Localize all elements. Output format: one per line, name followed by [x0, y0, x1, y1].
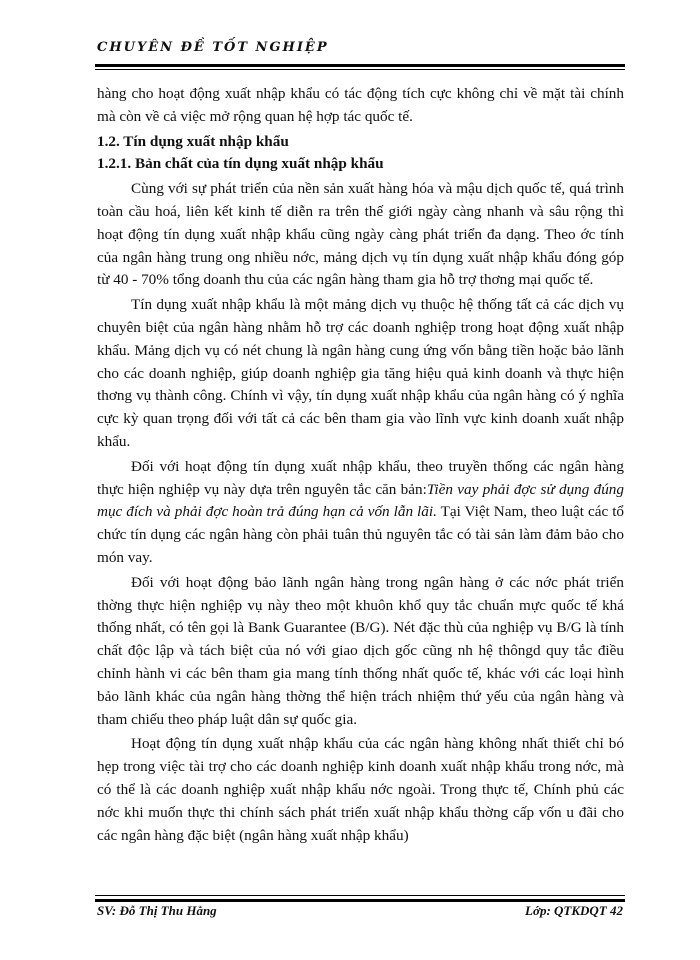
- subsection-heading: 1.2.1. Bản chất của tín dụng xuất nhập khẩu: [97, 155, 384, 173]
- paragraph-5: Hoạt động tín dụng xuất nhập khẩu của các ngân hàng không nhất thiết chỉ bó hẹp trong việc tài trợ cho các doanh nghiệp kinh doanh xuất nhập khẩu trong nớc, mà có thể là các doanh nghiệp xuất nhập khẩu nớc ngoài. Trong thực tế, Chính phủ các nớc khi muốn thực thi chính sách phát triển xuất nhập khẩu thờng cấp vốn u đãi cho các ngân hàng đặc biệt (ngân hàng xuất nhập khẩu): [97, 735, 624, 844]
- paragraph-3: [97, 456, 624, 570]
- footer-class: Lớp: QTKDQT 42: [525, 903, 623, 918]
- paragraph-4: Đối với hoạt động bảo lãnh ngân hàng trong ngân hàng ở các nớc phát triển thờng thực hiện nghiệp vụ này theo một khuôn khổ quy tắc chuẩn mực quốc tế khá thống nhất, có tên gọi là Bank Guarantee (B/G). Nét đặc thù của nghiệp vụ B/G là tính chất độc lập và tách biệt của nó với giao dịch gốc cũng nh hệ thôngd quy tắc điều chỉnh hành vi các bên tham gia mang tính thống nhất quốc tế, khác với các loại hình bảo lãnh khác của ngân hàng thờng thể hiện trách nhiệm thứ yếu của ngân hàng và tham chiếu theo pháp luật dân sự quốc gia.: [97, 573, 624, 728]
- intro-paragraph: hàng cho hoạt động xuất nhập khẩu có tác động tích cực không chỉ về mặt tài chính mà còn về cả việc mở rộng quan hệ hợp tác quốc tế.: [97, 85, 624, 125]
- paragraph-3-tail: Tại Việt Nam, theo luật các tổ chức tín dụng các ngân hàng còn phải tuân thủ nguyên tắc có tài sản làm đảm bảo cho món vay.: [97, 503, 625, 566]
- header-rule-thin: [95, 69, 625, 70]
- document-body: [97, 83, 624, 847]
- footer-author: SV: Đỗ Thị Thu Hằng: [97, 903, 217, 918]
- footer-rule-thin: [95, 895, 625, 896]
- paragraph-3-principle: Tiền vay phải đợc sử dụng đúng mục đích và phải đợc hoàn trả đúng hạn cả vốn lẫn lãi.: [97, 480, 624, 521]
- paragraph-3-lead: Đối với hoạt động tín dụng xuất nhập khẩu, theo truyền thống các ngân hàng thực hiện nghiệp vụ này dựa trên nguyên tắc căn bản:: [97, 457, 624, 498]
- paragraph-2: Tín dụng xuất nhập khẩu là một mảng dịch vụ thuộc hệ thống tất cả các dịch vụ chuyên biệt của ngân hàng nhằm hỗ trợ các doanh nghiệp trong hoạt động xuất nhập khẩu. Mảng dịch vụ có nét chung là ngân hàng cung ứng vốn bằng tiền hoặc bảo lãnh cho các doanh nghiệp, giúp doanh nghiệp gia tăng hiệu quả kinh doanh và thực hiện thơng vụ thành công. Chính vì vậy, tín dụng xuất nhập khẩu của ngân hàng có ý nghĩa cực kỳ quan trọng đối với tất cả các bên tham gia vào lĩnh vực kinh doanh xuất nhập khẩu.: [97, 296, 624, 450]
- section-heading: 1.2. Tín dụng xuất nhập khẩu: [97, 132, 289, 150]
- page-header-title: CHUYÊN ĐỀ TỐT NGHIỆP: [97, 40, 329, 55]
- footer-rule-thick: [95, 899, 625, 902]
- paragraph-1: Cùng với sự phát triển của nền sản xuất hàng hóa và mậu dịch quốc tế, quá trình toàn cầu hoá, liên kết kinh tế diễn ra trên thế giới ngày càng nhanh và sâu rộng thì hoạt động tín dụng xuất nhập khẩu cũng ngày càng phát triển đa dạng. Theo ớc tính của ngân hàng trung ong nhiều nớc, mảng dịch vụ tín dụng xuất nhập khẩu đóng góp từ 40 - 70% tổng doanh thu của các ngân hàng tham gia hỗ trợ thơng mại quốc tế.: [97, 180, 624, 289]
- header-rule-thick: [95, 64, 625, 67]
